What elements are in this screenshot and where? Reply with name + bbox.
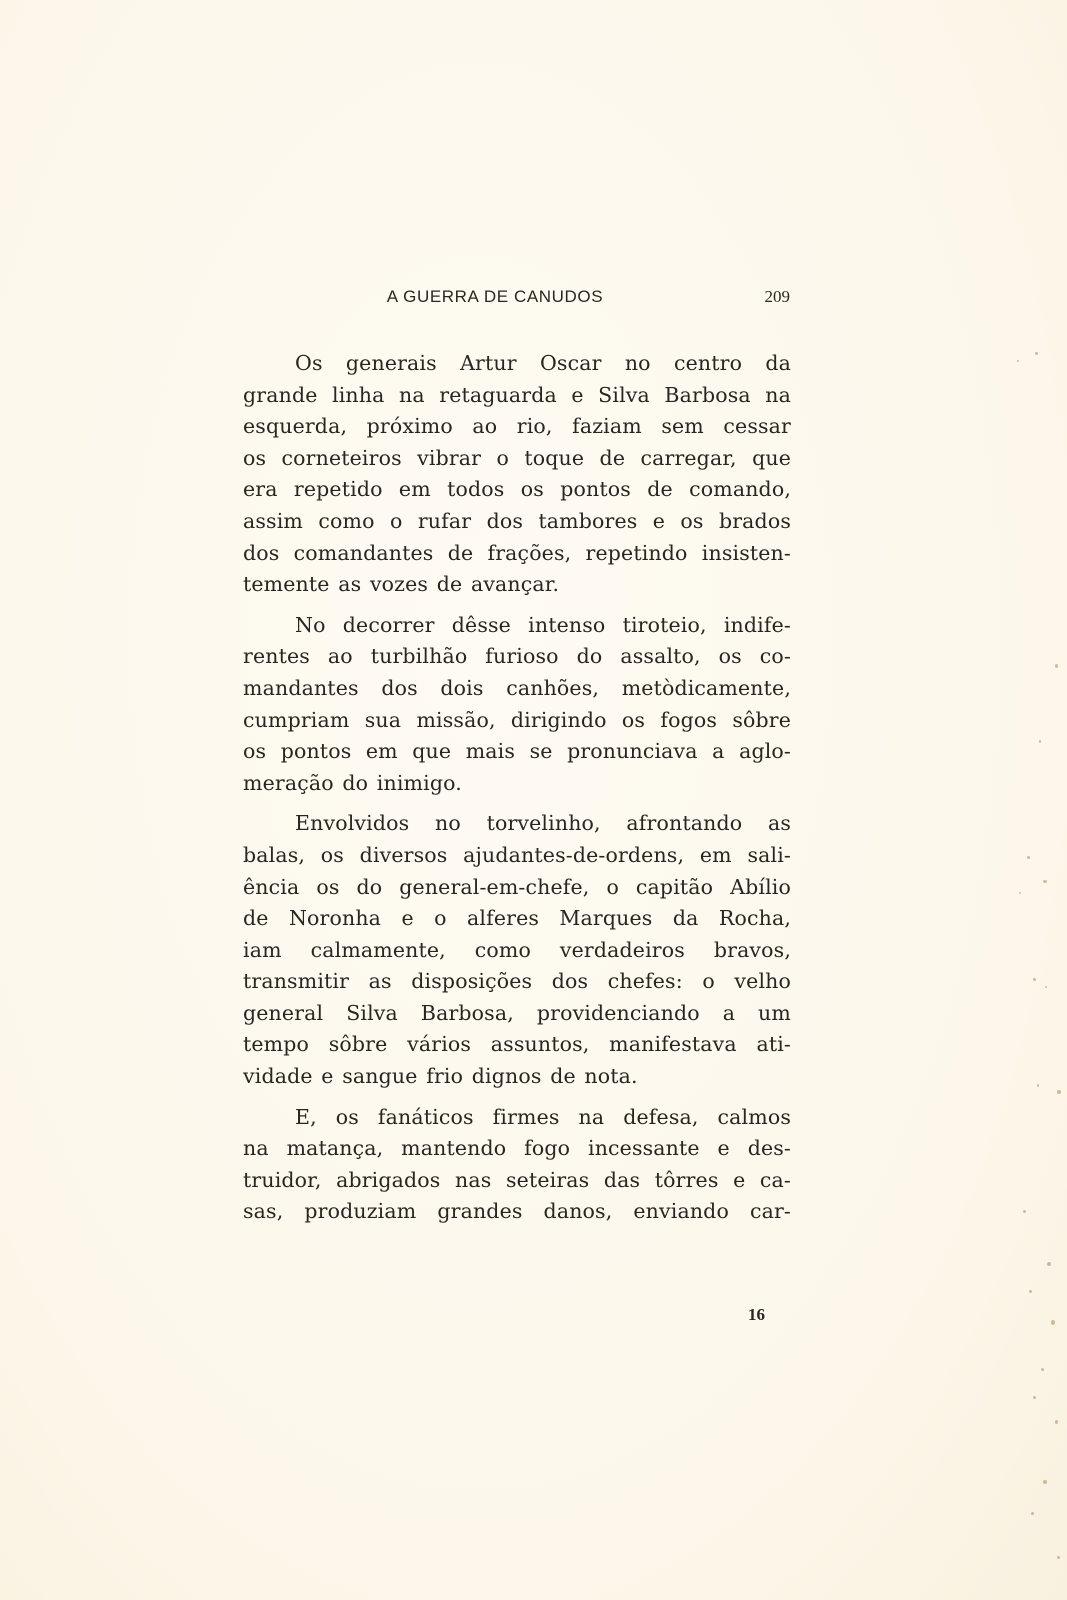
text-line: assim como o rufar dos tambores e os brados: [243, 508, 791, 533]
text-line: de Noronha e o alferes Marques da Rocha,: [243, 906, 791, 931]
text-line: balas, os diversos ajudantes-de-ordens, em sali-: [243, 842, 791, 867]
foxing-spot: [1023, 1210, 1026, 1213]
text-line: truidor, abrigados nas seteiras das tôrres e ca-: [243, 1167, 791, 1192]
text-line: mandantes dos dois canhões, metòdicamente,: [243, 675, 791, 700]
text-line: temente as vozes de avançar.: [243, 572, 560, 597]
paragraph-gap: [243, 1093, 791, 1102]
text-line: sas, produziam grandes danos, enviando car-: [243, 1199, 791, 1224]
paragraph-gap: [243, 799, 791, 808]
foxing-spot: [1051, 1320, 1055, 1325]
text-line: Os generais Artur Oscar no centro da: [295, 351, 791, 375]
text-line: cumpriam sua missão, dirigindo os fogos sôbre: [243, 707, 791, 732]
foxing-stains: [947, 0, 1067, 1600]
paragraph-gap: [243, 601, 791, 610]
foxing-spot: [1043, 1480, 1047, 1484]
foxing-spot: [1057, 1090, 1061, 1094]
foxing-spot: [1037, 1084, 1039, 1087]
foxing-spot: [1033, 1396, 1036, 1399]
text-line: na matança, mantendo fogo incessante e des-: [243, 1136, 791, 1161]
foxing-spot: [1031, 1512, 1034, 1515]
text-line: general Silva Barbosa, providenciando a um: [243, 1000, 791, 1025]
foxing-spot: [1047, 1262, 1051, 1266]
text-line: Envolvidos no torvelinho, afrontando as: [295, 811, 791, 836]
text-line: grande linha na retaguarda e Silva Barbosa na: [243, 382, 791, 407]
foxing-spot: [1055, 1420, 1058, 1424]
text-line: meração do inimigo.: [243, 770, 462, 795]
foxing-spot: [1055, 664, 1058, 668]
foxing-spot: [1027, 856, 1030, 859]
foxing-spot: [1029, 1290, 1032, 1293]
foxing-spot: [1041, 1368, 1044, 1371]
text-line: rentes ao turbilhão furioso do assalto, os co-: [243, 644, 791, 669]
foxing-spot: [1017, 360, 1019, 362]
text-line: esquerda, próximo ao rio, faziam sem cessar: [243, 414, 791, 439]
text-line: os corneteiros vibrar o toque de carregar, que: [243, 445, 791, 470]
foxing-spot: [1045, 986, 1047, 988]
foxing-spot: [1035, 352, 1038, 355]
running-head: [245, 287, 790, 309]
text-line: vidade e sangue frio dignos de nota.: [243, 1064, 638, 1089]
text-line: iam calmamente, como verdadeiros bravos,: [243, 937, 791, 962]
foxing-spot: [1057, 1556, 1060, 1559]
running-title: A GUERRA DE CANUDOS: [386, 287, 604, 306]
text-line: ência os do general-em-chefe, o capitão Abílio: [243, 874, 791, 899]
foxing-spot: [1033, 978, 1036, 981]
text-line: tempo sôbre vários assuntos, manifestava ati-: [243, 1032, 791, 1057]
page-number: 209: [764, 287, 790, 306]
text-line: dos comandantes de frações, repetindo insisten-: [243, 540, 791, 565]
text-line: transmitir as disposições dos chefes: o velho: [243, 969, 791, 994]
foxing-spot: [1019, 892, 1021, 894]
text-line: era repetido em todos os pontos de comando,: [243, 477, 791, 502]
signature-mark: 16: [748, 1305, 765, 1324]
foxing-spot: [1039, 740, 1041, 743]
text-line: No decorrer dêsse intenso tiroteio, indife-: [295, 612, 791, 637]
body-text: [243, 348, 791, 1228]
text-line: os pontos em que mais se pronunciava a aglo-: [243, 739, 791, 764]
text-line: E, os fanáticos firmes na defesa, calmos: [295, 1104, 791, 1129]
foxing-spot: [1043, 880, 1047, 883]
